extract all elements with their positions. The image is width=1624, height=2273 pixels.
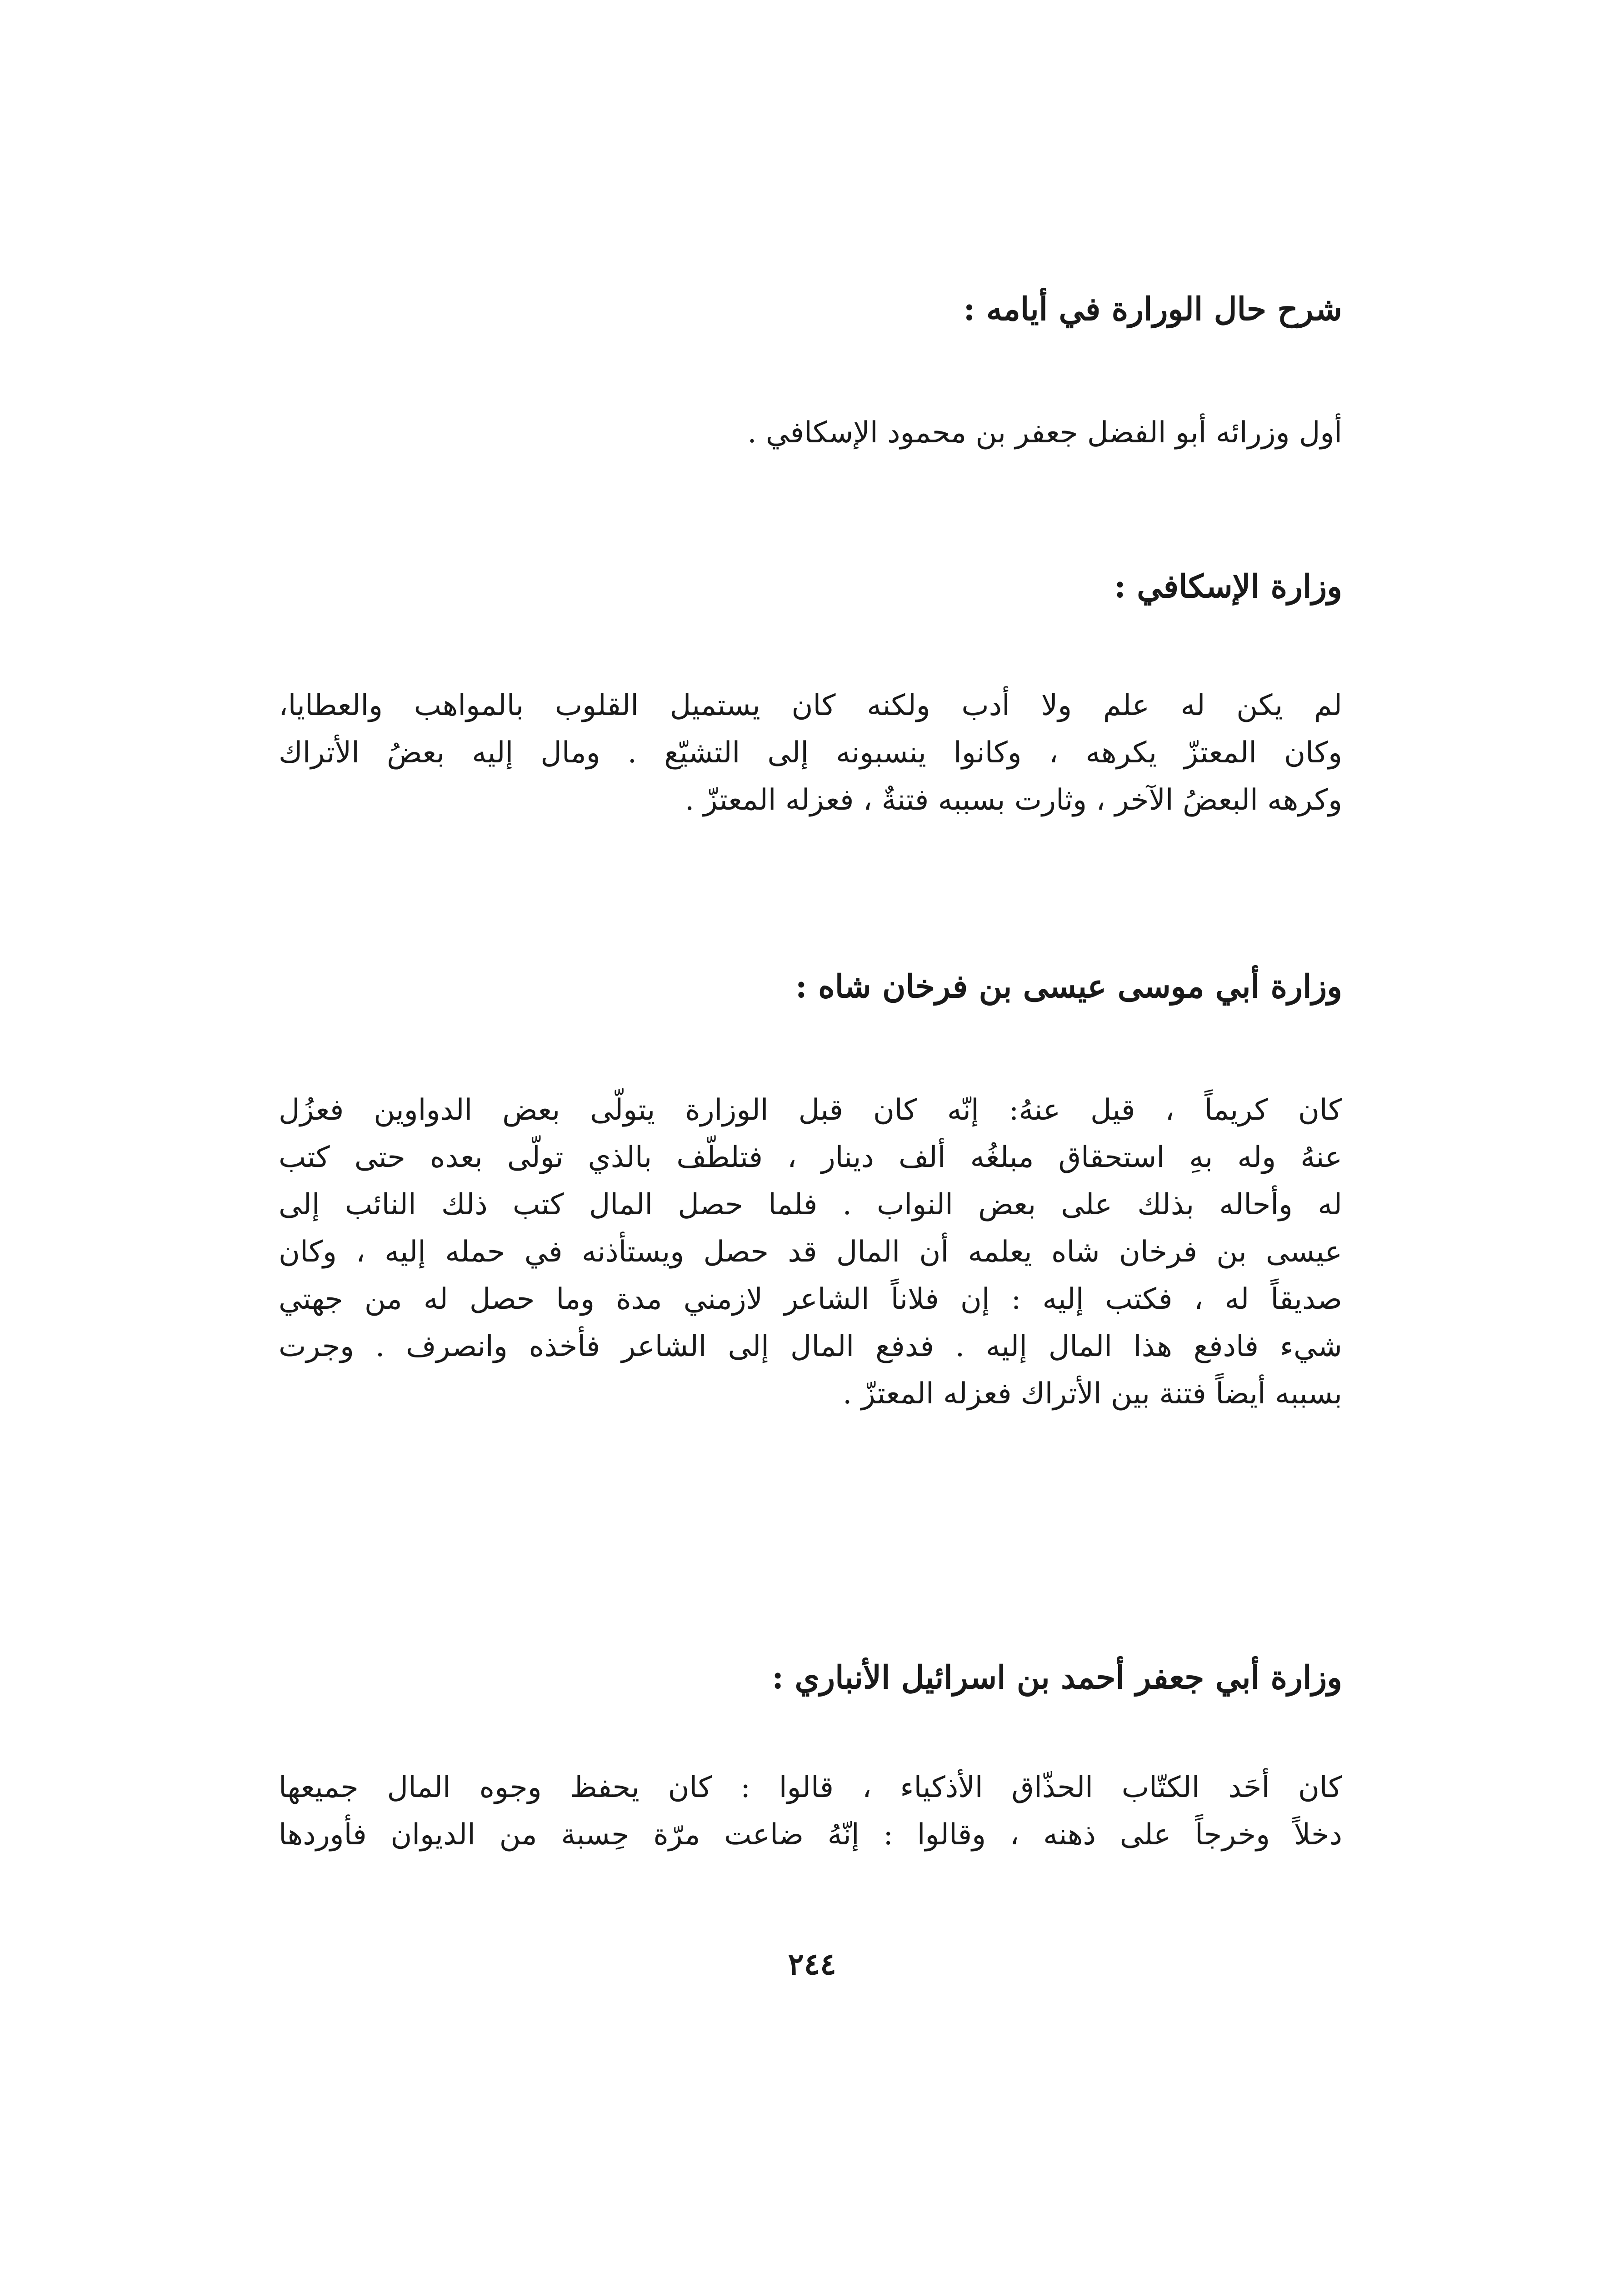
text-line: صديقاً له ، فكتب إليه : إن فلاناً الشاعر لازمني مدة وما حصل له من جهتي xyxy=(279,1282,1342,1316)
text-line: وكان المعتزّ يكرهه ، وكانوا ينسبونه إلى التشيّع . ومال إليه بعضُ الأتراك xyxy=(279,736,1343,770)
section-ahmad-ibn-israil xyxy=(279,1655,1342,1700)
section-ministry-overview xyxy=(279,286,1342,332)
paragraph-ahmad-ibn-israil xyxy=(279,1764,1342,1858)
section-iskafi xyxy=(279,564,1342,609)
text-line: أول وزرائه أبو الفضل جعفر بن محمود الإسكافي . xyxy=(747,416,1342,450)
text-line: عنهُ وله بهِ استحقاق مبلغُه ألف دينار ، فتلطّف بالذي تولّى بعده حتى كتب xyxy=(279,1141,1342,1174)
text-line: كان أحَد الكتّاب الحذّاق الأذكياء ، قالوا : كان يحفظ وجوه المال جميعها xyxy=(279,1771,1342,1804)
paragraph-isa-ibn-farkhan-shah xyxy=(279,1086,1342,1417)
section-isa-ibn-farkhan-shah xyxy=(279,964,1342,1009)
page-number: ٢٤٤ xyxy=(788,1946,836,1982)
text-line: كان كريماً ، قيل عنهُ: إنّه كان قبل الوزارة يتولّى بعض الدواوين فعزُل xyxy=(279,1093,1343,1127)
text-line: دخلاً وخرجاً على ذهنه ، وقالوا : إنّهُ ضاعت مرّة حِسبة من الديوان فأوردها xyxy=(279,1818,1342,1852)
text-line: وكرهه البعضُ الآخر ، وثارت بسببه فتنةٌ ، فعزله المعتزّ . xyxy=(685,783,1342,817)
paragraph-first-minister xyxy=(279,409,1342,456)
section-heading: وزارة الإسكافي : xyxy=(1114,567,1342,605)
section-heading: شرح حال الورارة في أيامه : xyxy=(963,290,1342,328)
text-line: عيسى بن فرخان شاه يعلمه أن المال قد حصل ويستأذنه في حمله إليه ، وكان xyxy=(279,1235,1343,1269)
text-line: بسببه أيضاً فتنة بين الأتراك فعزله المعتزّ . xyxy=(843,1377,1342,1411)
text-line: لم يكن له علم ولا أدب ولكنه كان يستميل القلوب بالمواهب والعطايا، xyxy=(279,689,1342,722)
text-line: له وأحاله بذلك على بعض النواب . فلما حصل المال كتب ذلك النائب إلى xyxy=(279,1188,1342,1222)
text-line: شيء فادفع هذا المال إليه . فدفع المال إلى الشاعر فأخذه وانصرف . وجرت xyxy=(279,1330,1343,1363)
section-heading: وزارة أبي جعفر أحمد بن اسرائيل الأنباري : xyxy=(772,1658,1342,1696)
section-heading: وزارة أبي موسى عيسى بن فرخان شاه : xyxy=(795,967,1342,1005)
paragraph-iskafi xyxy=(279,682,1342,824)
